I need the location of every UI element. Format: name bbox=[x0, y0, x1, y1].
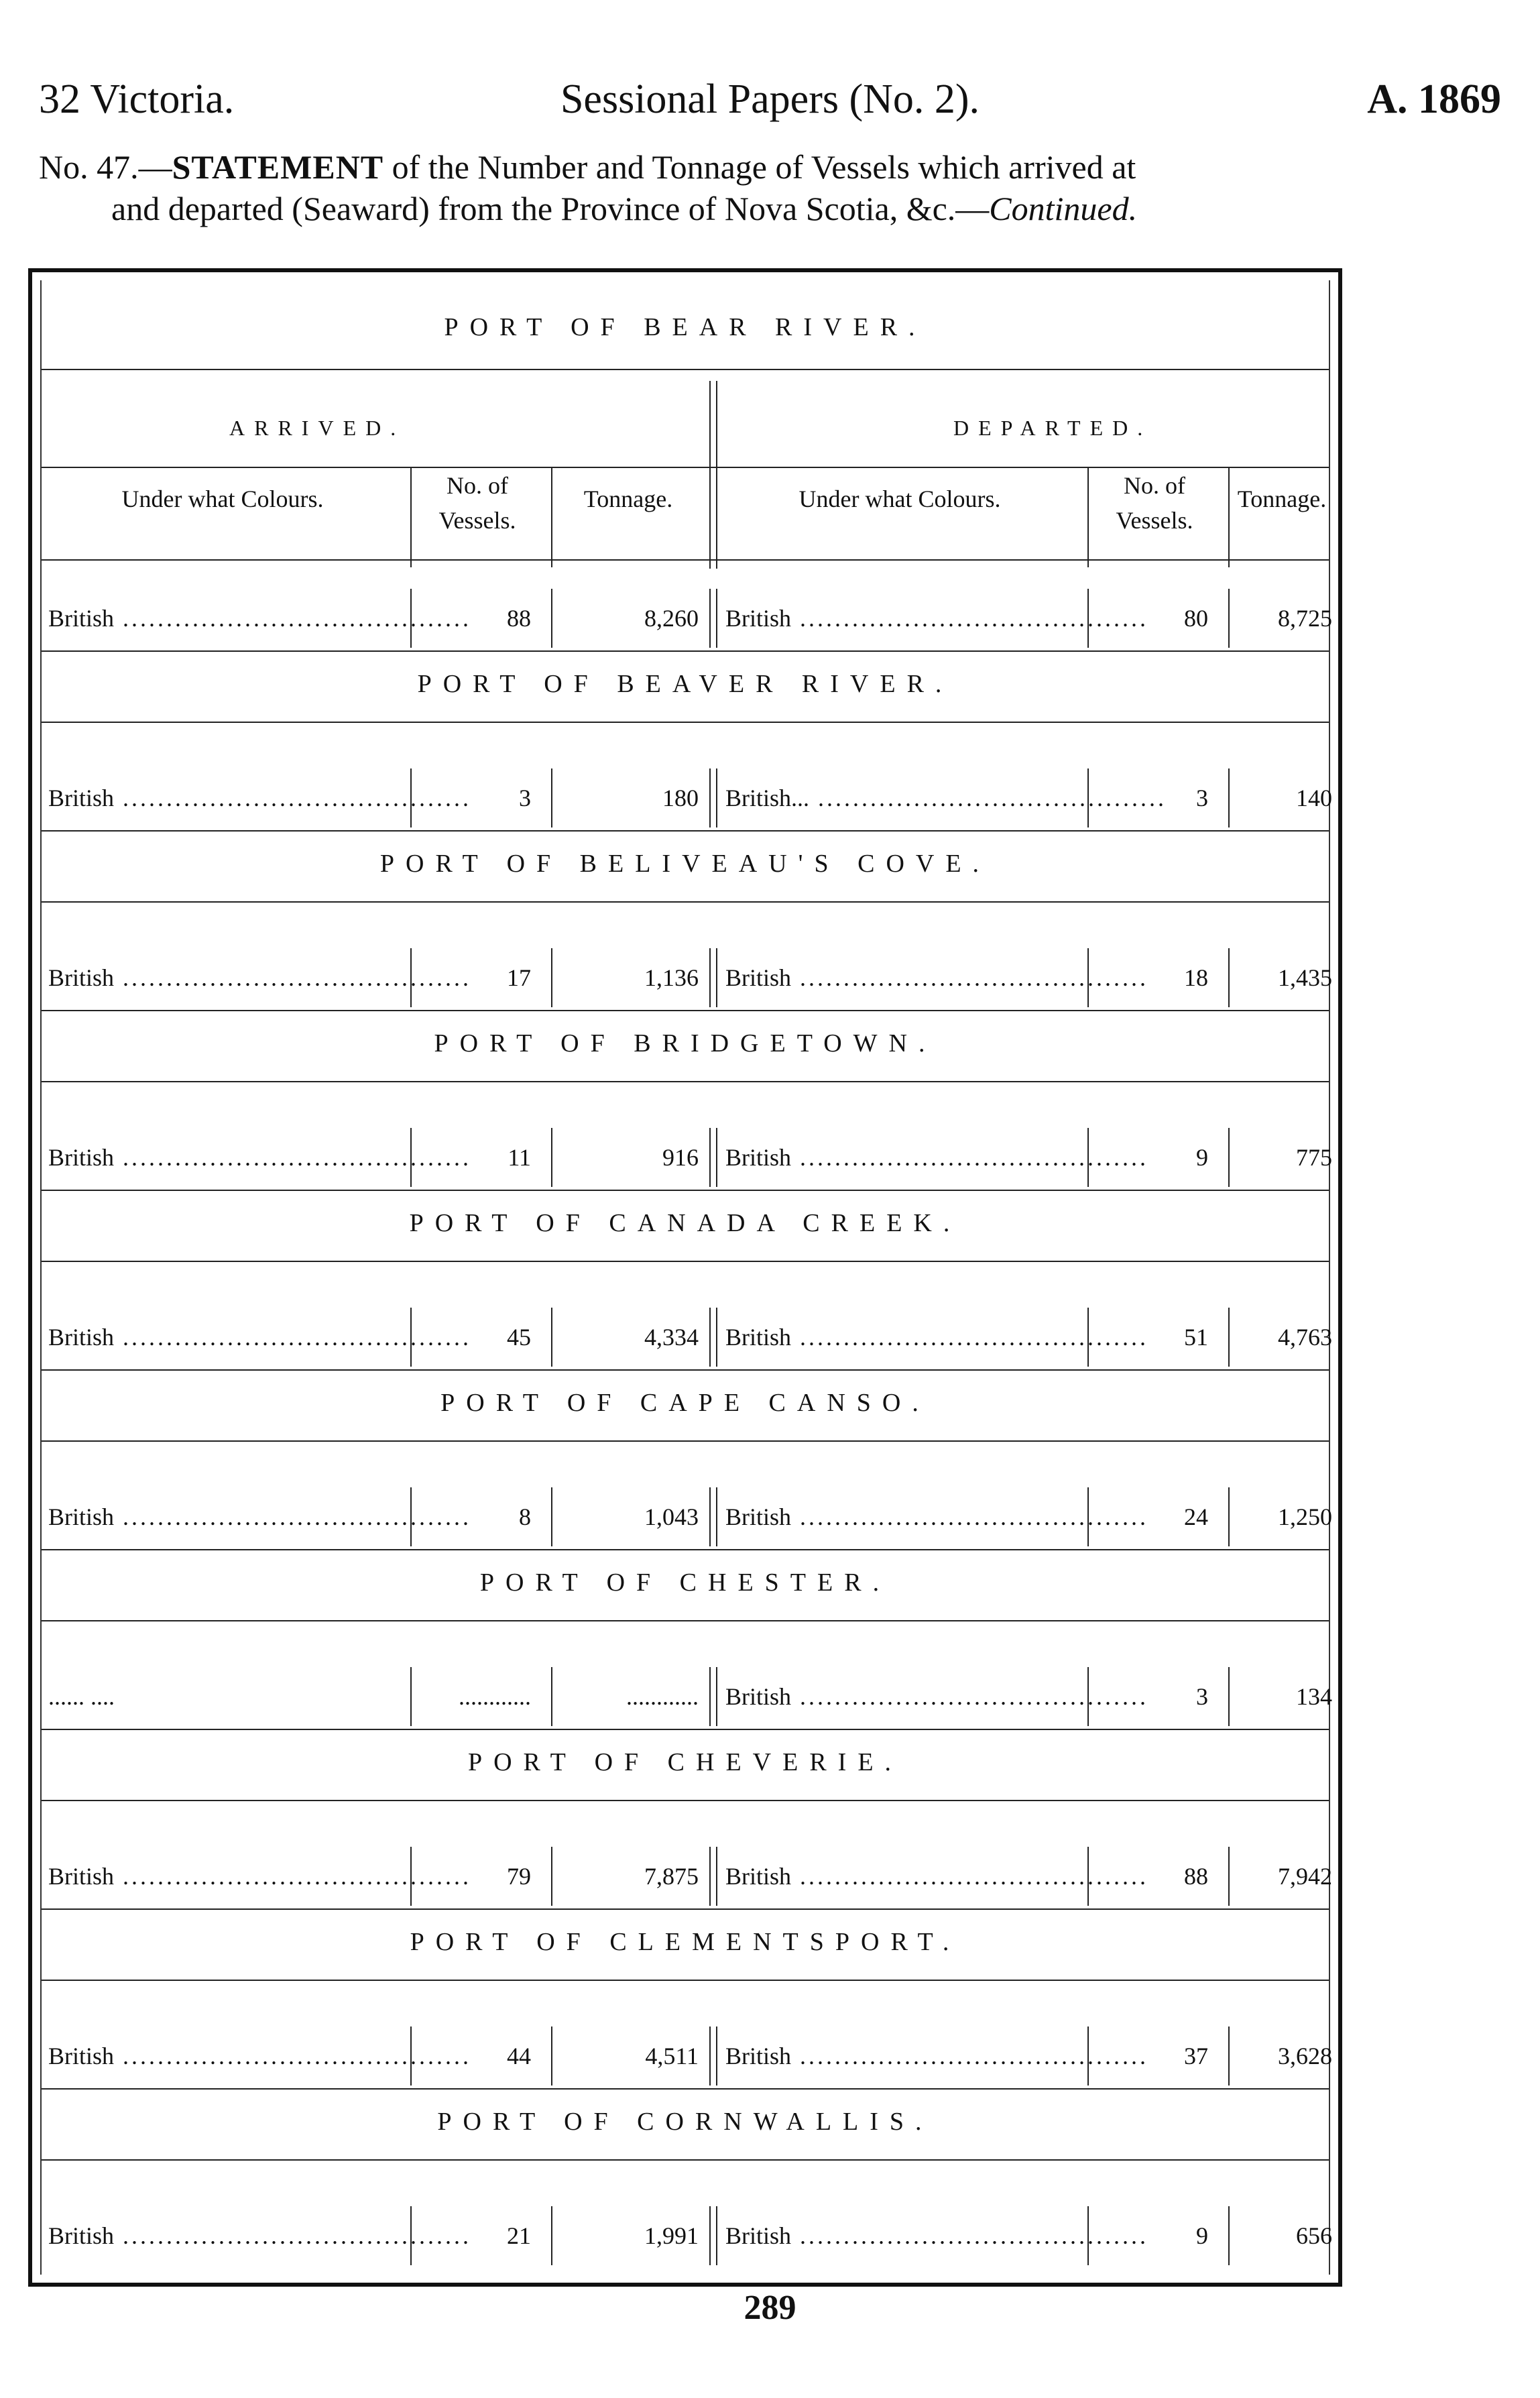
arrived-colours-text: British bbox=[48, 1503, 115, 1530]
departed-vessels-cell: 37 bbox=[1184, 2043, 1208, 2069]
row-rule bbox=[1228, 2026, 1230, 2086]
row-divider bbox=[709, 768, 717, 827]
port-rule-below bbox=[42, 2159, 1329, 2161]
dot-leader: ........................................ bbox=[791, 1144, 1149, 1171]
row-rule bbox=[551, 768, 552, 827]
arrived-colours-header: Under what Colours. bbox=[121, 486, 324, 512]
row-divider bbox=[709, 948, 717, 1007]
arrived-vessels-cell: 44 bbox=[507, 2043, 531, 2069]
row-rule bbox=[551, 948, 552, 1007]
arrived-colours-cell bbox=[48, 1317, 472, 1357]
row-rule bbox=[1228, 1128, 1230, 1187]
port-title: PORT OF CORNWALLIS. bbox=[437, 2108, 933, 2136]
dot-leader: ........................................ bbox=[114, 785, 472, 811]
departed-tonnage-cell: 1,435 bbox=[1278, 964, 1332, 991]
sessional-papers-label: Sessional Papers (No. 2). bbox=[560, 76, 980, 122]
arrived-heading: ARRIVED. bbox=[229, 416, 406, 440]
departed-colours-cell bbox=[725, 2216, 1149, 2256]
title-line-1-rest: of the Number and Tonnage of Vessels which arrived at bbox=[383, 148, 1136, 186]
departed-tonnage-header: Tonnage. bbox=[1237, 486, 1327, 512]
departed-colours-text: British bbox=[725, 964, 792, 991]
row-rule bbox=[551, 2026, 552, 2086]
arrived-vessels-cell: 79 bbox=[507, 1863, 531, 1890]
departed-vessels-cell: 51 bbox=[1184, 1324, 1208, 1351]
row-rule bbox=[1228, 2206, 1230, 2265]
departed-heading: DEPARTED. bbox=[953, 416, 1152, 440]
dot-leader: ........................................ bbox=[114, 1503, 472, 1530]
arrived-vessels-cell: 3 bbox=[519, 785, 531, 811]
port-rule-below bbox=[42, 1800, 1329, 1801]
arrived-colours-text: British bbox=[48, 1144, 115, 1171]
header-col-rule-4 bbox=[1228, 467, 1230, 567]
port-title: PORT OF CHEVERIE. bbox=[467, 1748, 903, 1776]
arrived-colours-cell bbox=[48, 958, 472, 998]
row-divider bbox=[709, 2206, 717, 2265]
departed-colours-text: British bbox=[725, 2222, 792, 2249]
departed-tonnage-cell: 134 bbox=[1296, 1683, 1332, 1710]
port-rule-below bbox=[42, 1980, 1329, 1981]
arrived-tonnage-cell: 4,511 bbox=[645, 2043, 699, 2069]
arrived-vessels-cell: 8 bbox=[519, 1503, 531, 1530]
arrived-colours-text: British bbox=[48, 785, 115, 811]
row-rule bbox=[551, 589, 552, 648]
dot-leader: ........................................ bbox=[791, 2043, 1149, 2069]
row-rule bbox=[1228, 1308, 1230, 1367]
row-rule bbox=[551, 1847, 552, 1906]
port-rule-above bbox=[42, 1010, 1329, 1011]
arrived-colours-text: British bbox=[48, 1324, 115, 1351]
departed-colours-cell bbox=[725, 1137, 1149, 1178]
dot-leader: ........................................ bbox=[114, 2043, 472, 2069]
arrived-tonnage-cell: 1,136 bbox=[644, 964, 699, 991]
arrived-vessels-cell: 21 bbox=[507, 2222, 531, 2249]
row-rule bbox=[1228, 1667, 1230, 1726]
arrived-colours-text: British bbox=[48, 2222, 115, 2249]
arrived-tonnage-cell: 1,043 bbox=[644, 1503, 699, 1530]
departed-colours-header: Under what Colours. bbox=[798, 486, 1001, 512]
arrived-colours-cell bbox=[48, 778, 472, 818]
row-rule bbox=[551, 1128, 552, 1187]
arrived-vessels-header-line-2: Vessels. bbox=[438, 507, 516, 534]
port-rule-above bbox=[42, 1369, 1329, 1371]
port-rule-above bbox=[42, 650, 1329, 652]
table-body bbox=[40, 280, 1330, 2275]
departed-tonnage-cell: 1,250 bbox=[1278, 1503, 1332, 1530]
departed-vessels-header-line-2: Vessels. bbox=[1116, 507, 1193, 534]
page-number: 289 bbox=[744, 2289, 796, 2327]
port-rule-below bbox=[42, 1081, 1329, 1082]
departed-colours-cell bbox=[725, 1856, 1149, 1896]
departed-colours-text: British bbox=[725, 1683, 792, 1710]
row-divider bbox=[709, 1487, 717, 1546]
header-col-rule-3 bbox=[1087, 467, 1089, 567]
departed-colours-text: British bbox=[725, 1863, 792, 1890]
arrived-vessels-cell: 17 bbox=[507, 964, 531, 991]
dot-leader: ........................................ bbox=[114, 605, 472, 632]
departed-colours-text: British... bbox=[725, 785, 810, 811]
dot-leader: ........................................ bbox=[114, 964, 472, 991]
dot-leader: ........................................ bbox=[114, 1324, 472, 1351]
departed-colours-cell bbox=[725, 1317, 1149, 1357]
header-col-rule-1 bbox=[410, 467, 412, 567]
arrived-colours-text: ...... .... bbox=[48, 1683, 115, 1710]
departed-colours-cell bbox=[725, 1497, 1149, 1537]
row-rule bbox=[551, 1308, 552, 1367]
row-divider bbox=[709, 1667, 717, 1726]
arrived-colours-text: British bbox=[48, 1863, 115, 1890]
port-title: PORT OF CAPE CANSO. bbox=[440, 1389, 930, 1417]
port-rule-below bbox=[42, 901, 1329, 903]
departed-tonnage-cell: 8,725 bbox=[1278, 605, 1332, 632]
port-rule-above bbox=[42, 1190, 1329, 1191]
arrived-tonnage-cell: ............ bbox=[626, 1683, 699, 1710]
row-divider bbox=[709, 2026, 717, 2086]
title-line-2 bbox=[39, 188, 1501, 229]
port-rule-below bbox=[42, 1440, 1329, 1442]
departed-tonnage-cell: 4,763 bbox=[1278, 1324, 1332, 1351]
departed-colours-cell bbox=[725, 598, 1149, 638]
row-divider bbox=[709, 1128, 717, 1187]
dot-leader: ........................................ bbox=[791, 605, 1149, 632]
port-rule-above bbox=[42, 1549, 1329, 1550]
arrived-tonnage-cell: 1,991 bbox=[644, 2222, 699, 2249]
arrived-tonnage-cell: 7,875 bbox=[644, 1863, 699, 1890]
arrived-vessels-cell: 45 bbox=[507, 1324, 531, 1351]
statement-title bbox=[39, 146, 1501, 229]
port-rule-below bbox=[42, 1261, 1329, 1262]
arrived-departed-divider bbox=[709, 381, 717, 569]
arrived-vessels-cell: 11 bbox=[508, 1144, 531, 1171]
session-label: 32 Victoria. bbox=[39, 76, 235, 122]
departed-tonnage-cell: 140 bbox=[1296, 785, 1332, 811]
arrived-colours-cell bbox=[48, 1676, 404, 1717]
departed-colours-cell bbox=[725, 2036, 1149, 2076]
port-rule-below bbox=[42, 1620, 1329, 1621]
dot-leader: ........................................ bbox=[114, 2222, 472, 2249]
port-title: PORT OF CLEMENTSPORT. bbox=[410, 1928, 961, 1956]
row-rule bbox=[551, 1487, 552, 1546]
arrived-colours-cell bbox=[48, 1137, 472, 1178]
departed-colours-cell bbox=[725, 958, 1149, 998]
row-rule bbox=[1228, 768, 1230, 827]
statement-word: STATEMENT bbox=[172, 148, 384, 186]
arrived-colours-cell bbox=[48, 598, 472, 638]
arrived-colours-text: British bbox=[48, 964, 115, 991]
departed-tonnage-cell: 775 bbox=[1296, 1144, 1332, 1171]
departed-tonnage-cell: 7,942 bbox=[1278, 1863, 1332, 1890]
row-rule bbox=[410, 1667, 412, 1726]
title-line-2-text: and departed (Seaward) from the Province of Nova Scotia, &c.— bbox=[111, 190, 990, 227]
row-rule bbox=[1228, 589, 1230, 648]
port-rule-above bbox=[42, 830, 1329, 832]
title-line-1 bbox=[39, 146, 1501, 188]
departed-colours-text: British bbox=[725, 1324, 792, 1351]
statement-table bbox=[28, 268, 1342, 2287]
arrived-colours-cell bbox=[48, 1497, 472, 1537]
departed-vessels-cell: 9 bbox=[1196, 2222, 1208, 2249]
continued-label: Continued. bbox=[989, 190, 1138, 227]
dot-leader: ........................................ bbox=[791, 2222, 1149, 2249]
arrived-vessels-header bbox=[410, 468, 544, 538]
arrived-colours-cell bbox=[48, 2216, 472, 2256]
dot-leader: ........................................ bbox=[114, 1863, 472, 1890]
arrived-tonnage-header: Tonnage. bbox=[583, 486, 673, 512]
port-title: PORT OF BRIDGETOWN. bbox=[434, 1029, 937, 1058]
row-rule bbox=[551, 1667, 552, 1726]
arrived-tonnage-cell: 8,260 bbox=[644, 605, 699, 632]
port-rule-above bbox=[42, 1908, 1329, 1910]
row-rule bbox=[1228, 948, 1230, 1007]
departed-colours-text: British bbox=[725, 2043, 792, 2069]
arrived-colours-cell bbox=[48, 1856, 472, 1896]
year-label: A. 1869 bbox=[1367, 76, 1501, 122]
port-rule-above bbox=[42, 2088, 1329, 2090]
port-title: PORT OF CANADA CREEK. bbox=[409, 1209, 961, 1237]
departed-vessels-cell: 3 bbox=[1196, 1683, 1208, 1710]
departed-vessels-cell: 9 bbox=[1196, 1144, 1208, 1171]
arrived-colours-cell bbox=[48, 2036, 472, 2076]
departed-colours-cell bbox=[725, 1676, 1149, 1717]
header-col-rule-2 bbox=[551, 467, 552, 567]
departed-tonnage-cell: 656 bbox=[1296, 2222, 1332, 2249]
departed-vessels-cell: 80 bbox=[1184, 605, 1208, 632]
row-rule bbox=[1228, 1487, 1230, 1546]
port-rule-below bbox=[42, 722, 1329, 723]
arrived-colours-text: British bbox=[48, 605, 115, 632]
port-title: PORT OF CHESTER. bbox=[479, 1568, 891, 1597]
arrived-tonnage-cell: 180 bbox=[662, 785, 699, 811]
departed-tonnage-cell: 3,628 bbox=[1278, 2043, 1332, 2069]
arrived-colours-text: British bbox=[48, 2043, 115, 2069]
dot-leader: ........................................ bbox=[809, 785, 1167, 811]
port-title: PORT OF BEAVER RIVER. bbox=[417, 670, 953, 698]
departed-colours-text: British bbox=[725, 605, 792, 632]
row-divider bbox=[709, 1308, 717, 1367]
departed-colours-text: British bbox=[725, 1503, 792, 1530]
statement-number: No. 47.— bbox=[39, 148, 172, 186]
port-rule-above bbox=[42, 1729, 1329, 1730]
departed-vessels-cell: 88 bbox=[1184, 1863, 1208, 1890]
departed-colours-cell bbox=[725, 778, 1167, 818]
dot-leader: ........................................ bbox=[791, 1324, 1149, 1351]
arrived-tonnage-cell: 916 bbox=[662, 1144, 699, 1171]
row-rule bbox=[551, 2206, 552, 2265]
port-title: PORT OF BELIVEAU'S COVE. bbox=[379, 850, 991, 878]
dot-leader: ........................................ bbox=[791, 1683, 1149, 1710]
arrived-vessels-cell: 88 bbox=[507, 605, 531, 632]
departed-vessels-cell: 18 bbox=[1184, 964, 1208, 991]
departed-vessels-cell: 3 bbox=[1196, 785, 1208, 811]
row-rule bbox=[1228, 1847, 1230, 1906]
dot-leader: ........................................ bbox=[791, 1863, 1149, 1890]
departed-vessels-cell: 24 bbox=[1184, 1503, 1208, 1530]
departed-vessels-header bbox=[1087, 468, 1222, 538]
arrived-tonnage-cell: 4,334 bbox=[644, 1324, 699, 1351]
dot-leader: ........................................ bbox=[114, 1144, 472, 1171]
row-divider bbox=[709, 589, 717, 648]
dot-leader: ........................................ bbox=[791, 1503, 1149, 1530]
rule-below-sections bbox=[42, 467, 1329, 468]
dot-leader: ........................................ bbox=[791, 964, 1149, 991]
arrived-vessels-cell: ............ bbox=[459, 1683, 531, 1710]
row-divider bbox=[709, 1847, 717, 1906]
arrived-vessels-header-line-1: No. of bbox=[447, 472, 508, 499]
rule-below-first-port bbox=[42, 369, 1329, 370]
rule-below-columns bbox=[42, 559, 1329, 561]
running-header bbox=[39, 72, 1501, 126]
departed-colours-text: British bbox=[725, 1144, 792, 1171]
port-title: PORT OF BEAR RIVER. bbox=[444, 313, 927, 341]
departed-vessels-header-line-1: No. of bbox=[1124, 472, 1185, 499]
